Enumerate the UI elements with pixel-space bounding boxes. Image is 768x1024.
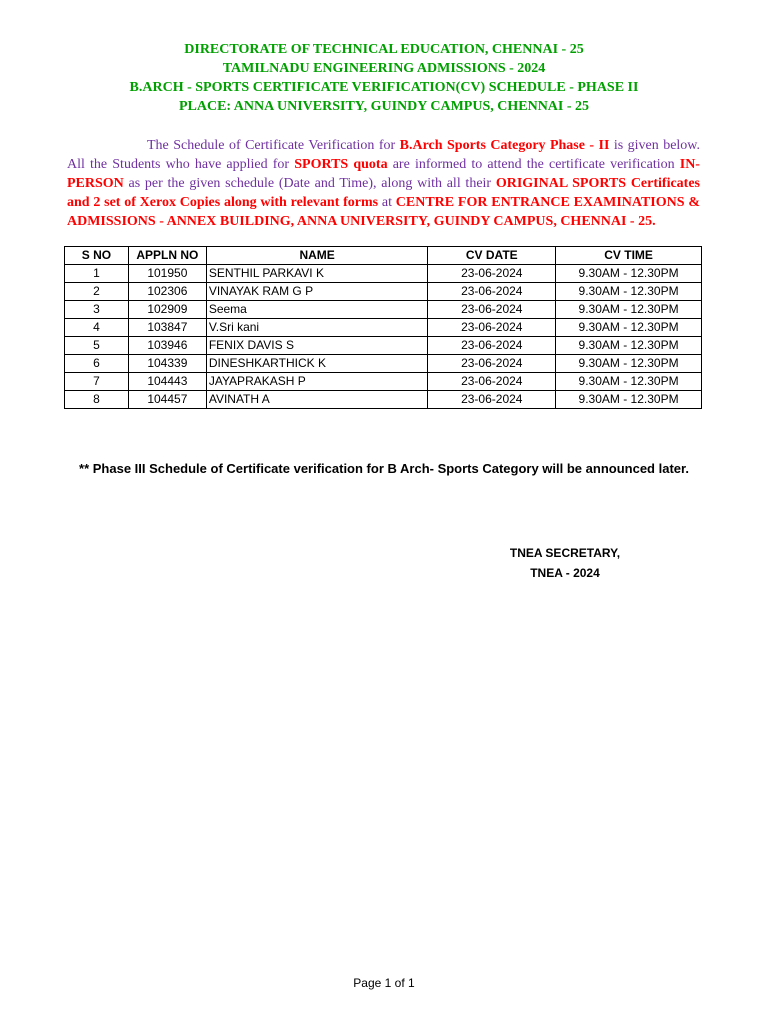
cell-name: VINAYAK RAM G P <box>206 283 428 301</box>
cell-sno: 1 <box>65 265 129 283</box>
cv-schedule-table <box>64 246 702 409</box>
cell-sno: 6 <box>65 355 129 373</box>
notice-paragraph <box>67 136 700 231</box>
cell-cv-date: 23-06-2024 <box>428 391 556 409</box>
cell-name: FENIX DAVIS S <box>206 337 428 355</box>
table-row <box>65 283 702 301</box>
cell-cv-date: 23-06-2024 <box>428 301 556 319</box>
table-header-row <box>65 247 702 265</box>
phase-three-note: ** Phase III Schedule of Certificate verification for B Arch- Sports Category will be announced later. <box>79 461 689 476</box>
header-admissions: TAMILNADU ENGINEERING ADMISSIONS - 2024 <box>222 61 546 76</box>
table-row <box>65 391 702 409</box>
cell-cv-time: 9.30AM - 12.30PM <box>556 337 702 355</box>
cell-sno: 8 <box>65 391 129 409</box>
cell-sno: 7 <box>65 373 129 391</box>
cell-name: JAYAPRAKASH P <box>206 373 428 391</box>
cell-appln-no: 102909 <box>128 301 206 319</box>
notice-text-5: at <box>378 195 396 210</box>
notice-text-1: The Schedule of Certificate Verification for <box>147 138 400 153</box>
cell-appln-no: 101950 <box>128 265 206 283</box>
table-row <box>65 301 702 319</box>
page-number: Page 1 of 1 <box>353 976 415 990</box>
cell-appln-no: 103946 <box>128 337 206 355</box>
notice-highlight-sports-quota: SPORTS quota <box>294 157 388 172</box>
cell-name: DINESHKARTHICK K <box>206 355 428 373</box>
col-header-cv-time: CV TIME <box>556 247 702 265</box>
notice-text-2: is given below. All the Students who have applied for <box>67 138 700 172</box>
cell-sno: 2 <box>65 283 129 301</box>
header-place: PLACE: ANNA UNIVERSITY, GUINDY CAMPUS, CHENNAI - 25 <box>178 99 590 114</box>
cell-appln-no: 102306 <box>128 283 206 301</box>
table-row <box>65 319 702 337</box>
signature-title: TNEA SECRETARY, <box>509 546 621 560</box>
cell-cv-time: 9.30AM - 12.30PM <box>556 283 702 301</box>
cell-name: SENTHIL PARKAVI K <box>206 265 428 283</box>
cell-appln-no: 104339 <box>128 355 206 373</box>
notice-text-4: as per the given schedule (Date and Time), along with all their <box>123 176 496 191</box>
cell-cv-date: 23-06-2024 <box>428 319 556 337</box>
notice-highlight-certificates: ORIGINAL SPORTS Certificates and 2 set of Xerox Copies along with relevant forms <box>67 176 700 210</box>
cell-cv-time: 9.30AM - 12.30PM <box>556 391 702 409</box>
col-header-name: NAME <box>206 247 428 265</box>
table-row <box>65 355 702 373</box>
cell-sno: 3 <box>65 301 129 319</box>
col-header-sno: S NO <box>65 247 129 265</box>
signature-year: TNEA - 2024 <box>530 566 600 580</box>
cell-name: Seema <box>206 301 428 319</box>
cell-appln-no: 104457 <box>128 391 206 409</box>
notice-text-3: are informed to attend the certificate verification <box>387 157 680 172</box>
table-row <box>65 337 702 355</box>
col-header-cv-date: CV DATE <box>428 247 556 265</box>
cell-cv-date: 23-06-2024 <box>428 283 556 301</box>
cell-cv-date: 23-06-2024 <box>428 337 556 355</box>
table-row <box>65 373 702 391</box>
col-header-appln-no: APPLN NO <box>128 247 206 265</box>
cell-cv-time: 9.30AM - 12.30PM <box>556 301 702 319</box>
header-directorate: DIRECTORATE OF TECHNICAL EDUCATION, CHENNAI - 25 <box>184 42 584 57</box>
cell-cv-date: 23-06-2024 <box>428 265 556 283</box>
cell-cv-date: 23-06-2024 <box>428 355 556 373</box>
cell-cv-date: 23-06-2024 <box>428 373 556 391</box>
cell-sno: 5 <box>65 337 129 355</box>
cell-name: AVINATH A <box>206 391 428 409</box>
table-row <box>65 265 702 283</box>
cell-cv-time: 9.30AM - 12.30PM <box>556 319 702 337</box>
notice-highlight-phase: B.Arch Sports Category Phase - II <box>399 138 610 153</box>
document-header <box>0 40 768 116</box>
cell-sno: 4 <box>65 319 129 337</box>
cell-cv-time: 9.30AM - 12.30PM <box>556 373 702 391</box>
cell-appln-no: 103847 <box>128 319 206 337</box>
cell-cv-time: 9.30AM - 12.30PM <box>556 355 702 373</box>
notice-highlight-in-person: IN-PERSON <box>67 157 700 191</box>
cell-appln-no: 104443 <box>128 373 206 391</box>
notice-highlight-venue: CENTRE FOR ENTRANCE EXAMINATIONS & ADMISSIONS - ANNEX BUILDING, ANNA UNIVERSITY, GUINDY CAMPUS, CHENNAI - 25. <box>67 195 700 229</box>
header-schedule-title: B.ARCH - SPORTS CERTIFICATE VERIFICATION(CV) SCHEDULE - PHASE II <box>129 80 639 95</box>
cell-name: V.Sri kani <box>206 319 428 337</box>
cell-cv-time: 9.30AM - 12.30PM <box>556 265 702 283</box>
